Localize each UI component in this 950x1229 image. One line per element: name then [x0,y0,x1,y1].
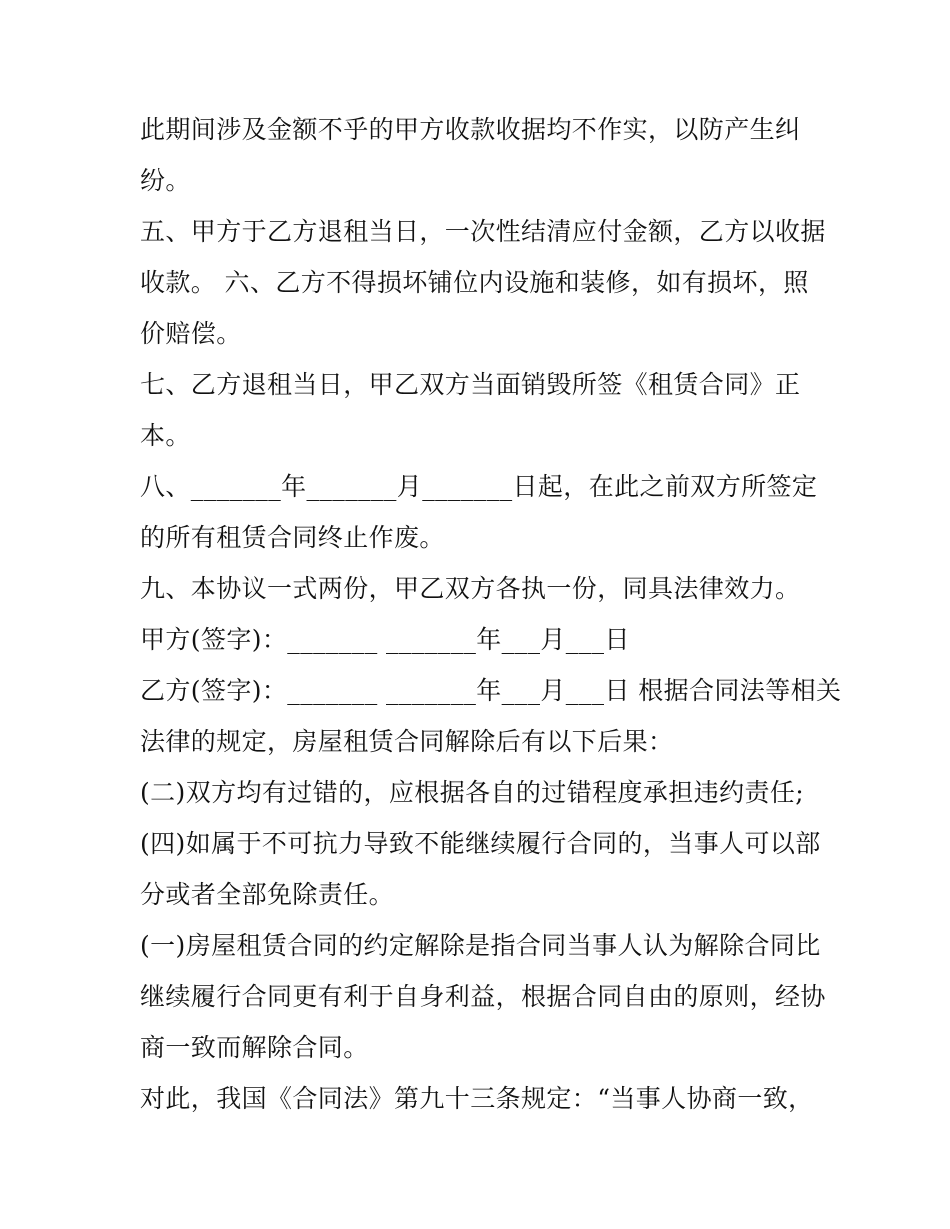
text-line: 价赔偿。 [140,319,242,348]
text-line: 法律的规定，房屋租赁合同解除后有以下后果： [140,727,674,756]
party-a-signature-line: 甲方(签字)：_______ _______年___月___日 [140,625,630,654]
text-line: 此期间涉及金额不乎的甲方收款收据均不作实，以防产生纠 [140,115,801,144]
text-line: 纷。 [140,166,191,195]
text-line: 本。 [140,421,191,450]
consequence-2-line: (二)双方均有过错的，应根据各自的过错程度承担违约责任; [140,778,805,807]
clause-6-line: 收款。 六、乙方不得损坏铺位内设施和装修，如有损坏，照 [140,268,809,297]
document-body [140,104,842,1124]
text-line: 的所有租赁合同终止作废。 [140,523,445,552]
text-line: 分或者全部免除责任。 [140,880,395,909]
clause-7-line: 七、乙方退租当日，甲乙双方当面销毁所签《租赁合同》正 [140,370,801,399]
clause-5-line: 五、甲方于乙方退租当日，一次性结清应付金额，乙方以收据 [140,217,826,246]
clause-9-line: 九、本协议一式两份，甲乙双方各执一份，同具法律效力。 [140,574,801,603]
party-b-signature-line: 乙方(签字)：_______ _______年___月___日 根据合同法等相关 [140,676,842,705]
consequence-4-line: (四)如属于不可抗力导致不能继续履行合同的，当事人可以部 [140,829,821,858]
clause-8-line: 八、_______年_______月_______日起，在此之前双方所签定 [140,472,818,501]
article-93-line: 对此，我国《合同法》第九十三条规定：“当事人协商一致， [140,1084,814,1113]
text-line: 继续履行合同更有利于自身利益，根据合同自由的原则，经协 [140,982,826,1011]
text-line: 商一致而解除合同。 [140,1033,369,1062]
consequence-1-line: (一)房屋租赁合同的约定解除是指合同当事人认为解除合同比 [140,931,821,960]
